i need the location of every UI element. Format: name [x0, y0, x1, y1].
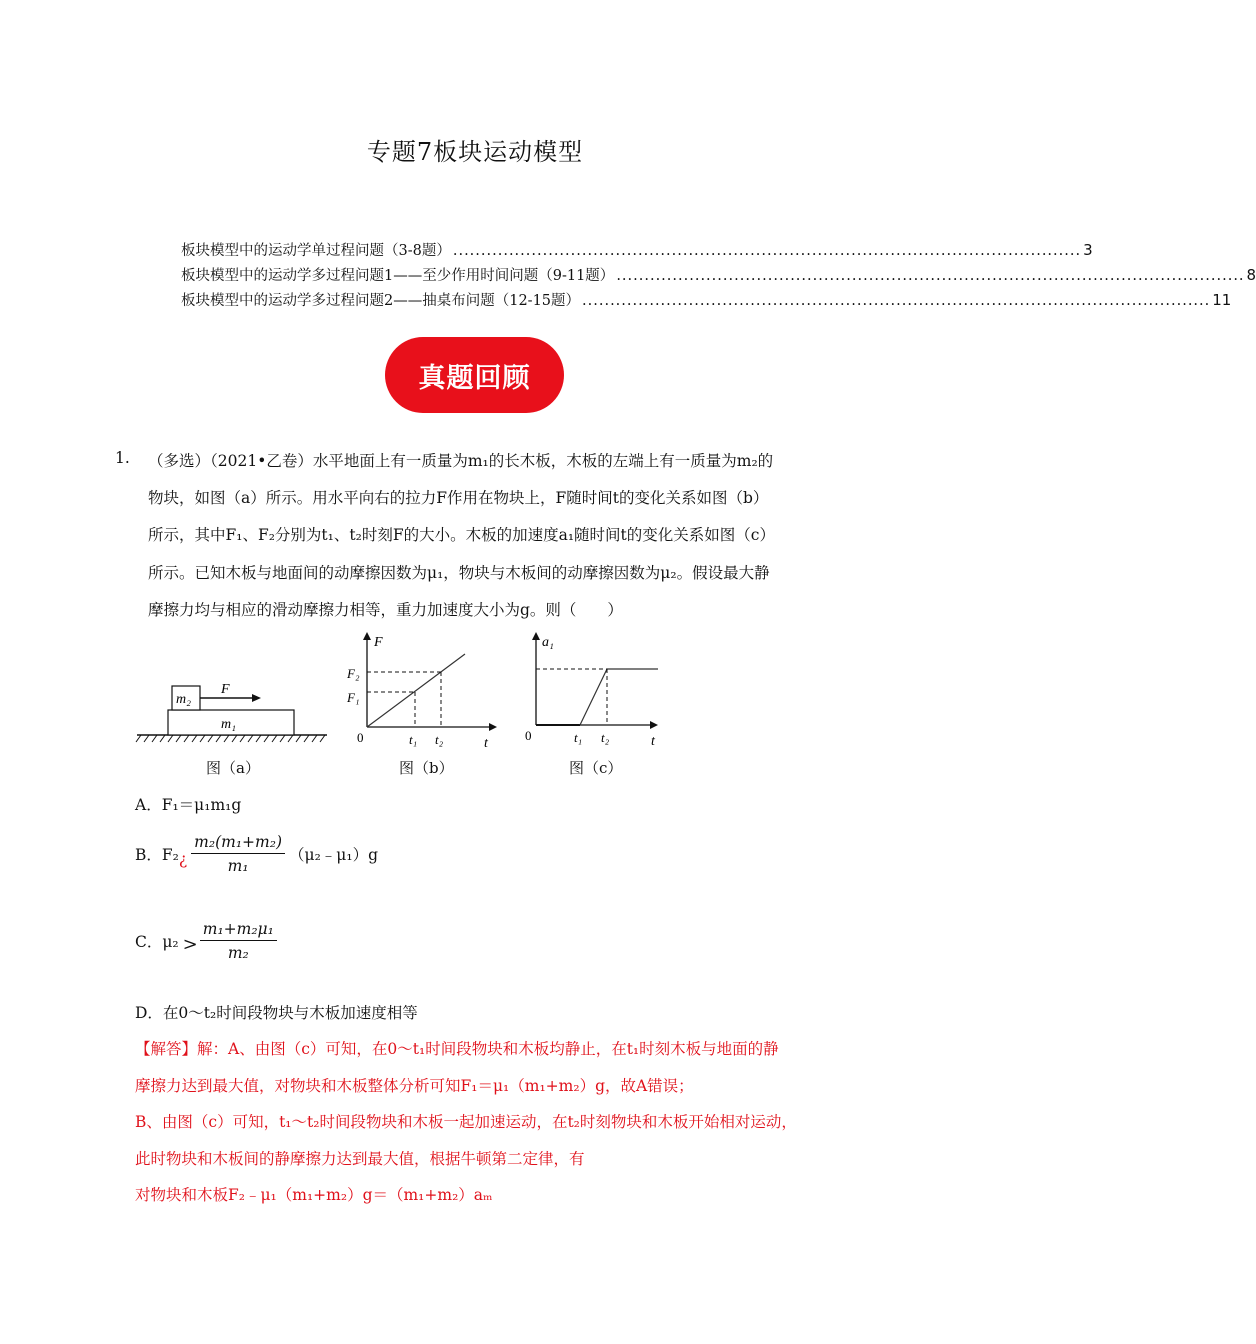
- svg-text:F₂: F₂: [347, 666, 360, 681]
- svg-text:t: t: [651, 734, 655, 749]
- toc-entry-text: 板块模型中的运动学多过程问题1——至少作用时间问题（9-11题）: [181, 268, 615, 284]
- svg-text:t₁: t₁: [409, 732, 418, 747]
- toc-entry-1[interactable]: 板块模型中的运动学单过程问题（3-8题） ................................................................................................................ 3: [181, 241, 1093, 259]
- answer-line-5: 对物块和木板F₂﹣μ₁（m₁+m₂）g＝（m₁+m₂）aₘ: [135, 1186, 493, 1204]
- toc-entry-3[interactable]: 板块模型中的运动学多过程问题2——抽桌布问题（12-15题） ................................................................................................................ 11: [181, 291, 1232, 309]
- option-a[interactable]: A．F₁＝μ₁m₁g: [135, 796, 242, 814]
- force-label: F: [221, 682, 230, 697]
- page-title: 专题7板块运动模型: [366, 138, 584, 166]
- svg-text:a₁: a₁: [542, 635, 554, 650]
- m2-label: m₂: [176, 692, 191, 707]
- toc-entry-text: 板块模型中的运动学单过程问题（3-8题）: [181, 243, 451, 259]
- m1-label: m₁: [221, 717, 236, 732]
- toc-entry-2[interactable]: 板块模型中的运动学多过程问题1——至少作用时间问题（9-11题） ................................................................................................................ 8: [181, 266, 1256, 284]
- toc-page-number: 11: [1212, 291, 1232, 309]
- toc-entry-text: 板块模型中的运动学多过程问题2——抽桌布问题（12-15题）: [181, 293, 581, 309]
- question-line: （多选）（2021•乙卷）水平地面上有一质量为m₁的长木板，木板的左端上有一质量为m₂的: [148, 452, 774, 470]
- question-line: 摩擦力均与相应的滑动摩擦力相等，重力加速度大小为g。则（ ）: [148, 601, 623, 619]
- question-line: 所示。已知木板与地面间的动摩擦因数为μ₁，物块与木板间的动摩擦因数为μ₂。假设最大静: [148, 564, 770, 582]
- figure-c: [518, 628, 668, 753]
- figure-a-caption: 图（a）: [206, 759, 260, 777]
- answer-line-4: 此时物块和木板间的静摩擦力达到最大值，根据牛顿第二定律，有: [135, 1150, 585, 1168]
- force-line: [367, 654, 465, 727]
- svg-text:t₂: t₂: [435, 732, 444, 747]
- svg-text:t: t: [484, 736, 488, 751]
- toc-page-number: 8: [1246, 266, 1256, 284]
- question-line: 物块，如图（a）所示。用水平向右的拉力F作用在物块上，F随时间t的变化关系如图（b）: [148, 489, 769, 507]
- answer-tag: 【解答】: [135, 1040, 198, 1058]
- figure-c-caption: 图（c）: [569, 759, 623, 777]
- answer-line-2: 摩擦力达到最大值，对物块和木板整体分析可知F₁＝μ₁（m₁+m₂）g，故A错误；: [135, 1077, 694, 1095]
- svg-text:0: 0: [357, 730, 364, 745]
- answer-line-3: B、由图（c）可知，t₁～t₂时间段物块和木板一起加速运动，在t₂时刻物块和木板开始相对运动，: [135, 1113, 797, 1131]
- option-d[interactable]: D．在0～t₂时间段物块与木板加速度相等: [135, 1004, 418, 1022]
- answer-line-1: 【解答】解：A、由图（c）可知，在0～t₁时间段物块和木板均静止，在t₁时刻木板与地面的静: [135, 1040, 779, 1058]
- figure-b-caption: 图（b）: [399, 759, 454, 777]
- svg-text:t₁: t₁: [574, 730, 583, 745]
- section-banner: 真题回顾: [385, 337, 564, 413]
- acceleration-line: [580, 669, 607, 725]
- option-b[interactable]: B．F₂ ¿ $\frac{\text{m₂(m₁+m₂)}}{\text{m₁}}$ （μ₂﹣μ₁）g: [135, 833, 378, 875]
- option-c[interactable]: C．μ₂ > $\frac{\text{m₁+m₂μ₁}}{\text{m₂}}$: [135, 920, 277, 962]
- toc-page-number: 3: [1083, 241, 1093, 259]
- svg-text:F: F: [374, 635, 383, 650]
- question-number: 1.: [115, 449, 130, 467]
- question-line: 所示，其中F₁、F₂分别为t₁、t₂时刻F的大小。木板的加速度a₁随时间t的变化关系如图（c）: [148, 526, 775, 544]
- svg-text:t₂: t₂: [601, 730, 610, 745]
- figure-b: [345, 630, 505, 755]
- svg-text:F₁: F₁: [347, 690, 360, 705]
- svg-text:0: 0: [525, 728, 532, 743]
